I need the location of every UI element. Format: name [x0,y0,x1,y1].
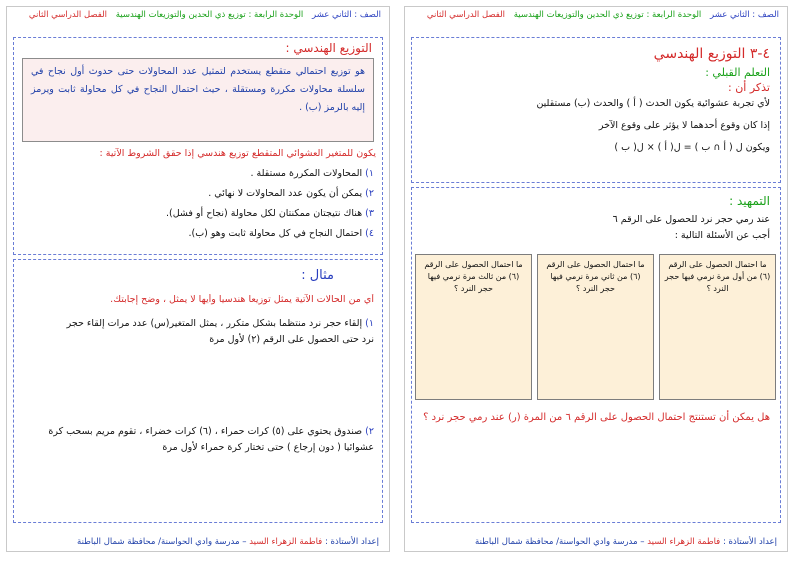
condition-number: ٤) [365,228,374,239]
footer-prefix: إعداد الأستاذة : [722,537,777,547]
header-grade: الصف : الثاني عشر [312,10,381,20]
intro-section [411,187,781,523]
intro-title: التمهيد : [729,194,770,208]
example-number: ١) [365,318,374,329]
example-item-1 [54,316,374,348]
page-footer [415,537,777,547]
example-section [13,259,383,523]
worksheet-page-left [6,6,390,552]
remember-line-2: إذا كان وقوع أحدهما لا يؤثر على وقوع الآخر [598,120,770,131]
condition-item [22,226,374,242]
condition-item [22,186,374,202]
example-title: مثال : [301,268,334,283]
page-header [413,10,779,32]
question-first-roll: ما احتمال الحصول على الرقم (٦) من أول مرة نرمي فيها حجر النرد ؟ [664,260,771,293]
remember-line-1: لأي تجربة عشوائية يكون الحدث ( أ ) والحدث (ب) مستقلين [536,98,770,109]
footer-prefix: إعداد الأستاذة : [324,537,379,547]
example-text: صندوق يحتوي على (٥) كرات حمراء ، (٦) كرات خضراء ، تقوم مريم بسحب كرة عشوائيا ( دون إرجاع ) حتى تختار كرة حمراء لأول مرة [48,426,374,453]
prior-learning-label: التعلم القبلي : [705,66,770,79]
header-unit: الوحدة الرابعة : توزيع ذي الحدين والتوزيعات الهندسية [115,10,304,20]
definition-section [13,37,383,255]
conditions-title: يكون للمتغير العشوائي المتقطع توزيع هندسي إذا حقق الشروط الآتية : [99,148,376,159]
condition-item [22,166,374,182]
definition-text: هو توزيع احتمالي متقطع يستخدم لتمثيل عدد المحاولات حتى حدوث أول نجاح في سلسلة محاولات مكررة ومستقلة ، حيث احتمال النجاح في كل محاولة ثابت ويرمز إليه بالرمز (ب) . [31,66,365,113]
condition-number: ١) [365,168,374,179]
question-box-first-roll [659,254,776,400]
question-box-second-roll [537,254,654,400]
question-second-roll: ما احتمال الحصول على الرقم (٦) من ثاني مرة نرمي فيها حجر النرد ؟ [546,260,645,293]
example-item-2 [22,424,374,456]
page-footer [17,537,379,547]
intro-line-2: أجب عن الأسئلة التالية : [674,230,770,241]
condition-text: يمكن أن يكون عدد المحاولات لا نهائي . [208,188,363,199]
page-header [15,10,381,32]
example-prompt: أي من الحالات الآتية يمثل توزيعا هندسيا وأيها لا يمثل ، وضح إجابتك. [110,294,374,305]
condition-number: ٢) [365,188,374,199]
header-term: الفصل الدراسي الثاني [28,10,108,20]
header-unit: الوحدة الرابعة : توزيع ذي الحدين والتوزيعات الهندسية [513,10,702,20]
conditions-list [22,166,374,242]
example-number: ٢) [365,426,374,437]
lesson-section [411,37,781,183]
lesson-title: ٤-٣ التوزيع الهندسي [653,46,770,62]
condition-text: المحاولات المكررة مستقلة . [250,168,363,179]
intro-line-1: عند رمي حجر نرد للحصول على الرقم ٦ [612,214,770,225]
question-box-third-roll [415,254,532,400]
footer-school: – مدرسة وادي الحواسنة/ محافظة شمال الباطنة [475,537,645,547]
footer-school: – مدرسة وادي الحواسنة/ محافظة شمال الباطنة [77,537,247,547]
remember-line-3: ويكون ل ( أ ∩ ب ) = ل( أ ) × ل( ب ) [614,142,770,153]
worksheet-page-right [404,6,788,552]
example-text: إلقاء حجر نرد منتظما بشكل متكرر ، يمثل المتغير(س) عدد مرات إلقاء حجر نرد حتى الحصول على الرقم (٢) لأول مرة [66,318,374,345]
condition-item [22,206,374,222]
header-term: الفصل الدراسي الثاني [426,10,506,20]
footer-teacher: فاطمة الزهراء السيد [249,537,323,547]
intro-closing-question: هل يمكن أن تستنتج احتمال الحصول على الرقم ٦ من المرة (ر) عند رمي حجر نرد ؟ [423,412,770,423]
definition-title: التوزيع الهندسي : [285,41,372,55]
question-third-roll: ما احتمال الحصول على الرقم (٦) من ثالث مرة نرمي فيها حجر النرد ؟ [424,260,523,293]
condition-text: هناك نتيجتان ممكنتان لكل محاولة (نجاح أو فشل). [166,208,363,219]
condition-text: احتمال النجاح في كل محاولة ثابت وهو (ب). [188,228,363,239]
definition-box [22,58,374,142]
footer-teacher: فاطمة الزهراء السيد [647,537,721,547]
remember-label: تذكر أن : [728,81,770,94]
condition-number: ٣) [365,208,374,219]
header-grade: الصف : الثاني عشر [710,10,779,20]
